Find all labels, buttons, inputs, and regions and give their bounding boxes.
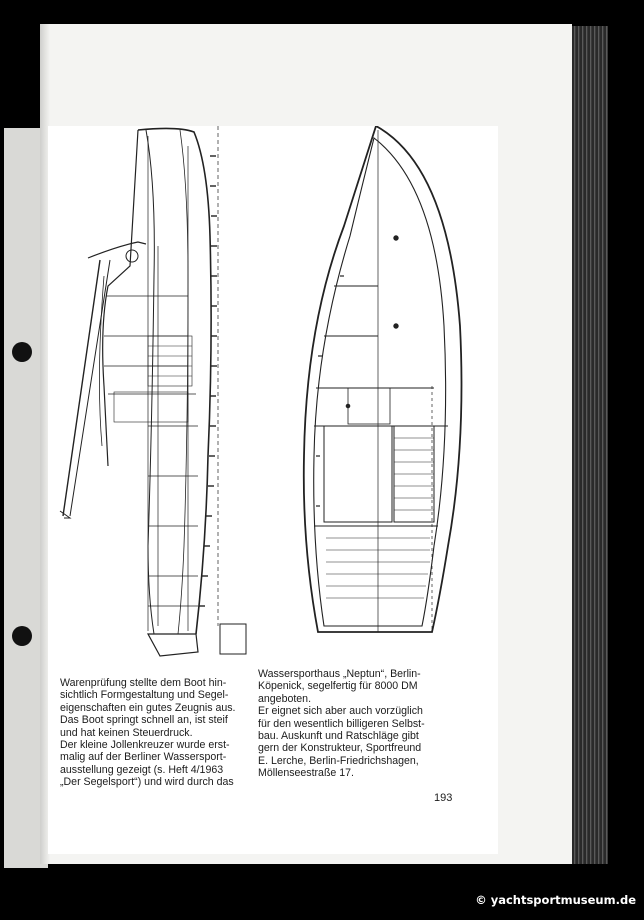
- plan-view: [304, 126, 462, 632]
- article-text-left-column: Warenprüfung stellte dem Boot hin- sichtlich Formgestaltung und Segel- eigenschaften ein gutes Zeugnis aus. Das Boot springt schnell an, ist steif und hat keinen Steuerdruck. Der kleine Jollenkreuzer wurde erst- malig auf der Berliner Wassersport- ausstellung gezeigt (s. Heft 4/1963 „Der Segelsport“) und wird durch das: [60, 677, 236, 789]
- page-number: 193: [434, 792, 453, 804]
- page-stack-edge: [568, 26, 608, 864]
- watermark-credit: © yachtsportmuseum.de: [475, 893, 636, 907]
- side-section-view: [60, 126, 246, 656]
- boat-plan-drawing: [48, 126, 498, 666]
- article-text-right-column: Wassersporthaus „Neptun“, Berlin- Köpenick, segelfertig für 8000 DM angeboten. Er eignet sich aber auch vorzüglich für den wesentlich billigeren Selbst- bau. Auskunft und Ratschläge gibt gern der Konstrukteur, Sportfreund E. Lerche, Berlin-Friedrichshagen, Möllenseestraße 17.: [258, 668, 425, 780]
- punch-hole-icon: [12, 342, 32, 362]
- punch-hole-icon: [12, 626, 32, 646]
